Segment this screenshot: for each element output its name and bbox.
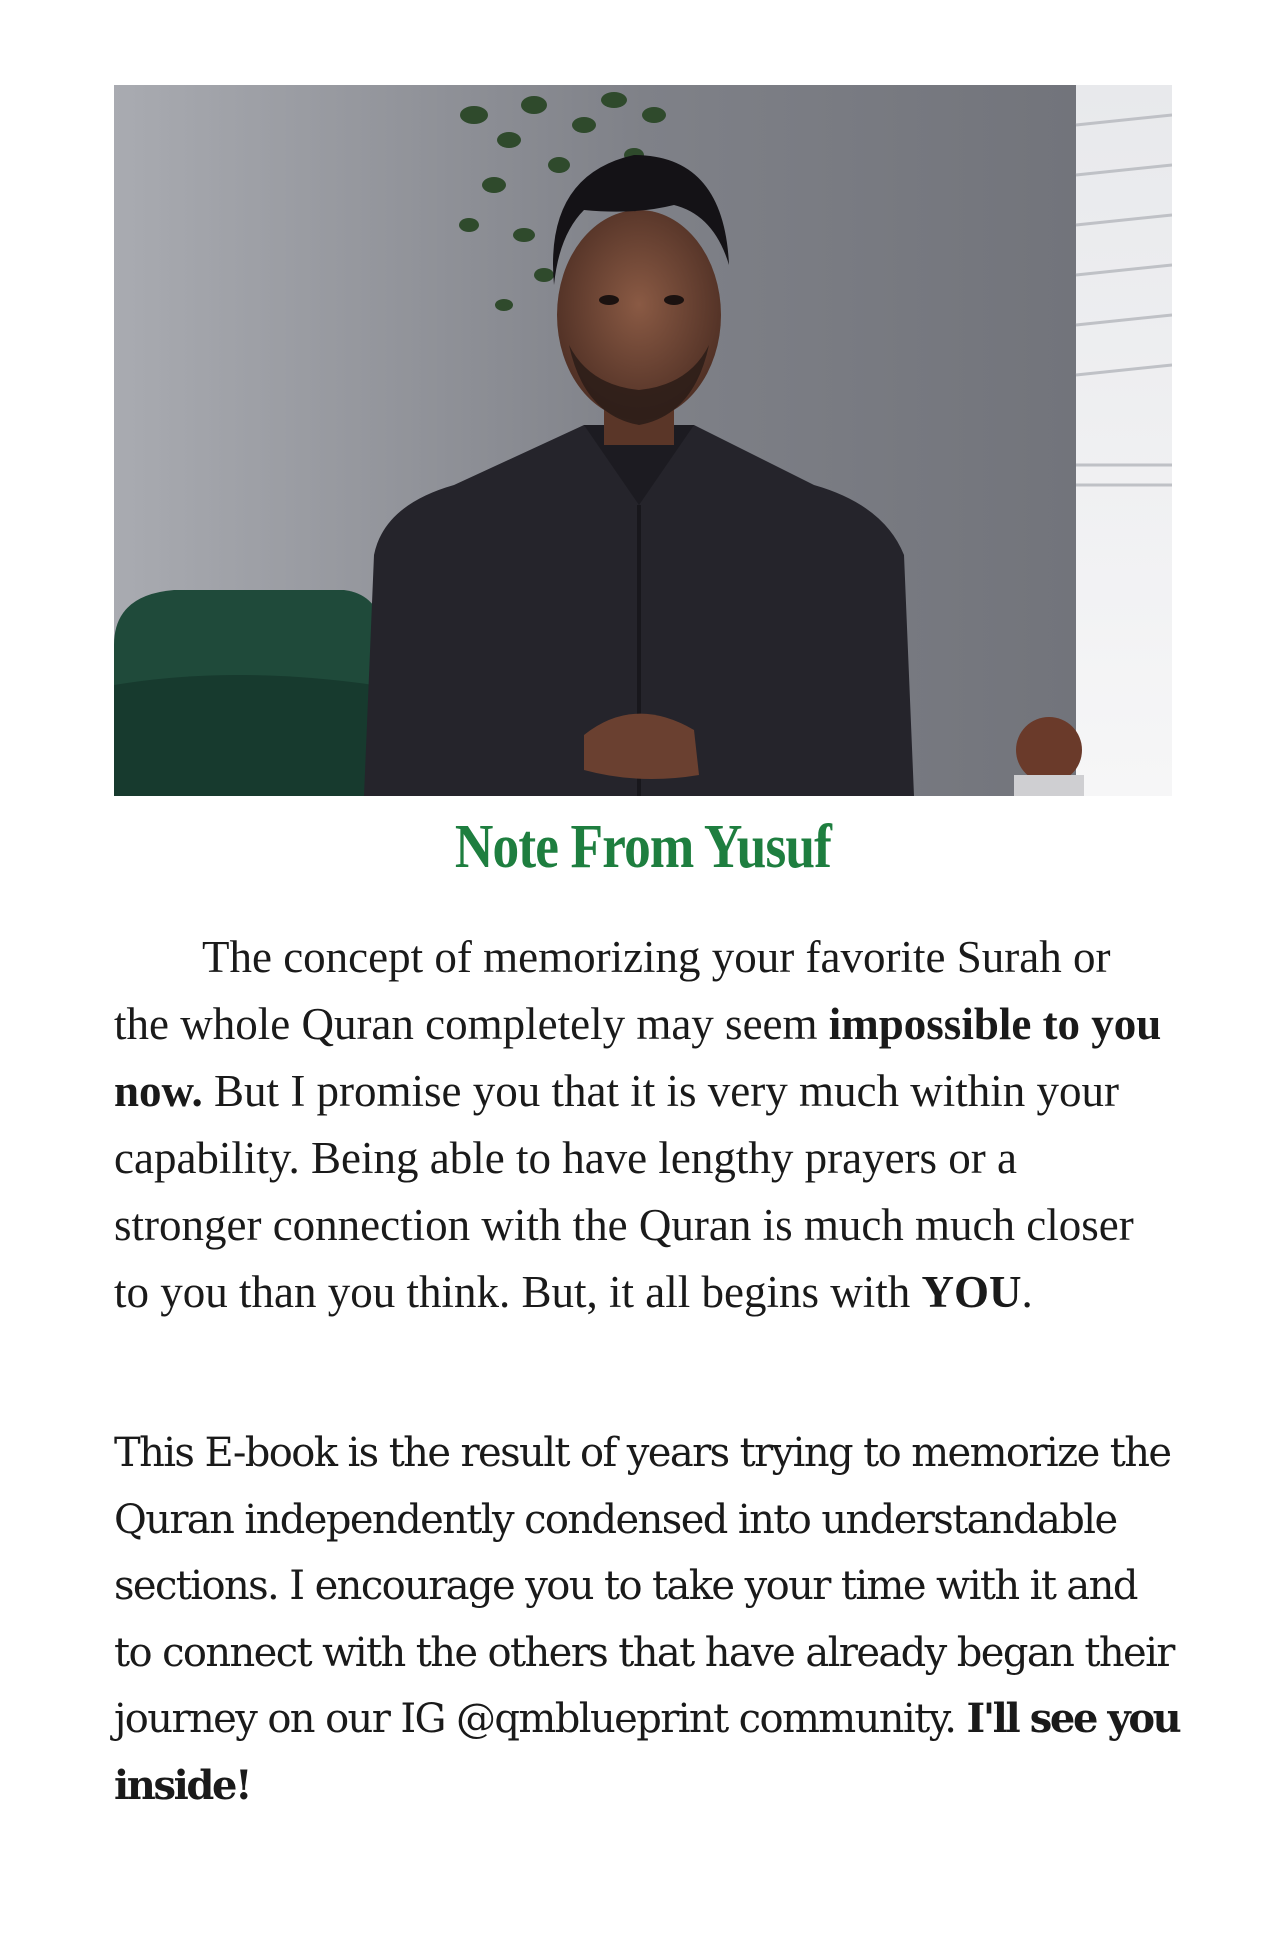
- ebook-paragraph: [114, 1420, 1184, 1819]
- intro-paragraph: [114, 924, 1174, 1326]
- ebook-bold-closing: I'll see you inside!: [114, 1695, 1180, 1809]
- intro-text-part2: But I promise you that it is very much within your capability. Being able to have lengthy prayers or a stronger connection with the Quran is much much closer to you than you think. But, it all begins with: [114, 1066, 1134, 1317]
- portrait-photo: [114, 85, 1172, 796]
- intro-text-part1: The concept of memorizing your favorite Surah or the whole Quran completely may seem: [114, 932, 1111, 1049]
- intro-bold-you: YOU: [921, 1267, 1022, 1317]
- ebook-text: This E-book is the result of years trying to memorize the Quran independently condensed into understandable sections. I encourage you to take your time with it and to connect with the others that have already began their journey on our IG @qmblueprint community.: [114, 1430, 1174, 1742]
- page-title: Note From Yusuf: [454, 813, 832, 881]
- intro-text-part3: .: [1021, 1267, 1033, 1317]
- intro-bold-text: impossible to you now.: [114, 999, 1162, 1116]
